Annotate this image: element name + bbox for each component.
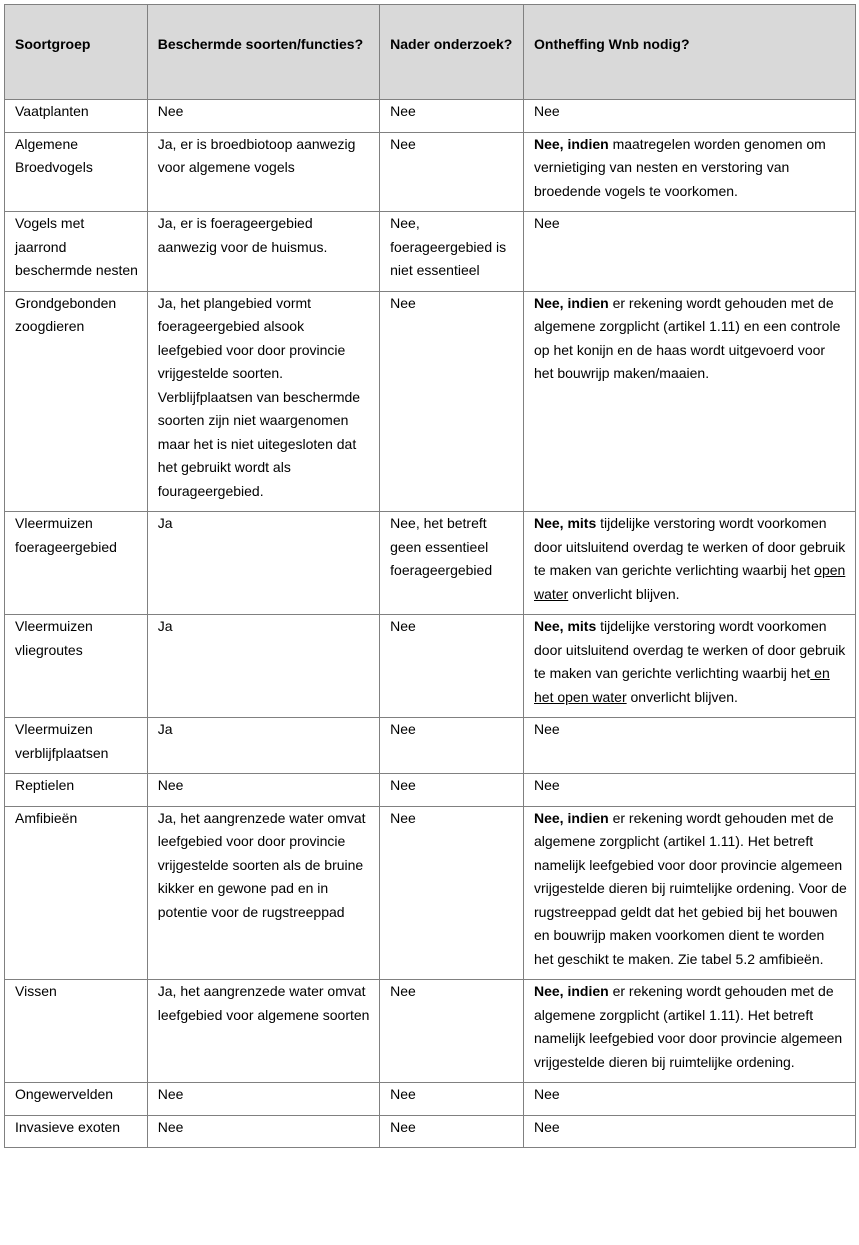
cell-ontheffing: Nee — [524, 100, 856, 133]
exemption-emphasis: Nee, indien — [534, 294, 609, 311]
table-row — [5, 291, 856, 512]
cell-soortgroep: Algemene Broedvogels — [5, 132, 148, 212]
header-soortgroep: Soortgroep — [5, 5, 148, 100]
cell-soortgroep: Grondgebonden zoogdieren — [5, 291, 148, 512]
cell-nader-onderzoek: Nee — [380, 980, 524, 1083]
header-nader-onderzoek: Nader onderzoek? — [380, 5, 524, 100]
exemption-underline: open water — [534, 562, 846, 602]
cell-beschermde-soorten: Ja — [147, 718, 379, 774]
cell-ontheffing: Nee, mits tijdelijke verstoring wordt voorkomen door uitsluitend overdag te werken of door gebruik te maken van gerichte verlichting waarbij het open water onverlicht blijven. — [524, 512, 856, 615]
table-row — [5, 132, 856, 212]
table-row — [5, 615, 856, 718]
cell-nader-onderzoek: Nee — [380, 132, 524, 212]
cell-soortgroep: Vleermuizen verblijfplaatsen — [5, 718, 148, 774]
cell-beschermde-soorten: Ja, er is foerageergebied aanwezig voor de huismus. — [147, 212, 379, 292]
cell-soortgroep: Invasieve exoten — [5, 1115, 148, 1148]
cell-ontheffing: Nee — [524, 774, 856, 807]
exemption-emphasis: Nee, indien — [534, 809, 609, 826]
cell-ontheffing: Nee, mits tijdelijke verstoring wordt voorkomen door uitsluitend overdag te werken of door gebruik te maken van gerichte verlichting waarbij het en het open water onverlicht blijven. — [524, 615, 856, 718]
table-body — [5, 100, 856, 1148]
cell-beschermde-soorten: Ja, het aangrenzede water omvat leefgebied voor door provincie vrijgestelde soorten als de bruine kikker en gewone pad en in potentie voor de rugstreeppad — [147, 806, 379, 980]
cell-nader-onderzoek: Nee, het betreft geen essentieel foerageergebied — [380, 512, 524, 615]
cell-soortgroep: Vogels met jaarrond beschermde nesten — [5, 212, 148, 292]
table-header-row — [5, 5, 856, 100]
table-row — [5, 718, 856, 774]
cell-nader-onderzoek: Nee — [380, 806, 524, 980]
cell-nader-onderzoek: Nee — [380, 1083, 524, 1116]
table-row — [5, 806, 856, 980]
header-ontheffing: Ontheffing Wnb nodig? — [524, 5, 856, 100]
cell-beschermde-soorten: Nee — [147, 774, 379, 807]
cell-nader-onderzoek: Nee — [380, 718, 524, 774]
table-row — [5, 1115, 856, 1148]
cell-soortgroep: Amfibieën — [5, 806, 148, 980]
cell-soortgroep: Ongewervelden — [5, 1083, 148, 1116]
cell-ontheffing: Nee — [524, 718, 856, 774]
table-row — [5, 212, 856, 292]
cell-nader-onderzoek: Nee — [380, 615, 524, 718]
cell-nader-onderzoek: Nee — [380, 774, 524, 807]
cell-ontheffing: Nee — [524, 212, 856, 292]
cell-ontheffing: Nee, indien er rekening wordt gehouden met de algemene zorgplicht (artikel 1.11). Het betreft namelijk leefgebied voor door provincie algemeen vrijgestelde dieren bij ruimtelijke ordening. — [524, 980, 856, 1083]
exemption-underline: en het open water — [534, 665, 830, 705]
table-row — [5, 100, 856, 133]
cell-soortgroep: Vleermuizen vliegroutes — [5, 615, 148, 718]
cell-nader-onderzoek: Nee — [380, 100, 524, 133]
cell-beschermde-soorten: Ja — [147, 615, 379, 718]
cell-soortgroep: Vissen — [5, 980, 148, 1083]
exemption-emphasis: Nee, mits — [534, 515, 597, 531]
cell-ontheffing: Nee — [524, 1115, 856, 1148]
cell-soortgroep: Vaatplanten — [5, 100, 148, 133]
exemption-emphasis: Nee, indien — [534, 983, 609, 999]
header-beschermde-soorten: Beschermde soorten/functies? — [147, 5, 379, 100]
cell-beschermde-soorten: Nee — [147, 1083, 379, 1116]
cell-nader-onderzoek: Nee — [380, 291, 524, 512]
cell-beschermde-soorten: Ja — [147, 512, 379, 615]
exemption-emphasis: Nee, mits — [534, 618, 597, 634]
cell-beschermde-soorten: Nee — [147, 1115, 379, 1148]
cell-beschermde-soorten: Ja, het aangrenzede water omvat leefgebied voor algemene soorten — [147, 980, 379, 1083]
cell-beschermde-soorten: Ja, het plangebied vormt foerageergebied alsook leefgebied voor door provincie vrijgestelde soorten. Verblijfplaatsen van beschermde soorten zijn niet waargenomen maar het is niet uitegesloten dat het gebruikt wordt als fourageergebied. — [147, 291, 379, 512]
cell-ontheffing: Nee, indien er rekening wordt gehouden met de algemene zorgplicht (artikel 1.11) en een controle op het konijn en de haas wordt uitgevoerd voor het bouwrijp maken/maaien. — [524, 291, 856, 512]
cell-nader-onderzoek: Nee, foerageergebied is niet essentieel — [380, 212, 524, 292]
table-row — [5, 774, 856, 807]
cell-soortgroep: Reptielen — [5, 774, 148, 807]
cell-beschermde-soorten: Ja, er is broedbiotoop aanwezig voor algemene vogels — [147, 132, 379, 212]
cell-beschermde-soorten: Nee — [147, 100, 379, 133]
cell-nader-onderzoek: Nee — [380, 1115, 524, 1148]
cell-ontheffing: Nee, indien er rekening wordt gehouden met de algemene zorgplicht (artikel 1.11). Het betreft namelijk leefgebied voor door provincie algemeen vrijgestelde dieren bij ruimtelijke ordening. Voor de rugstreeppad geldt dat het gebied bij het bouwen en bouwrijp maken voorkomen dient te worden het geschikt te maken. Zie tabel 5.2 amfibieën. — [524, 806, 856, 980]
cell-ontheffing: Nee — [524, 1083, 856, 1116]
species-table — [4, 4, 856, 1148]
table-row — [5, 980, 856, 1083]
cell-ontheffing: Nee, indien maatregelen worden genomen om vernietiging van nesten en verstoring van broedende vogels te voorkomen. — [524, 132, 856, 212]
exemption-emphasis: Nee, indien — [534, 135, 609, 152]
table-row — [5, 512, 856, 615]
cell-soortgroep: Vleermuizen foerageergebied — [5, 512, 148, 615]
table-row — [5, 1083, 856, 1116]
